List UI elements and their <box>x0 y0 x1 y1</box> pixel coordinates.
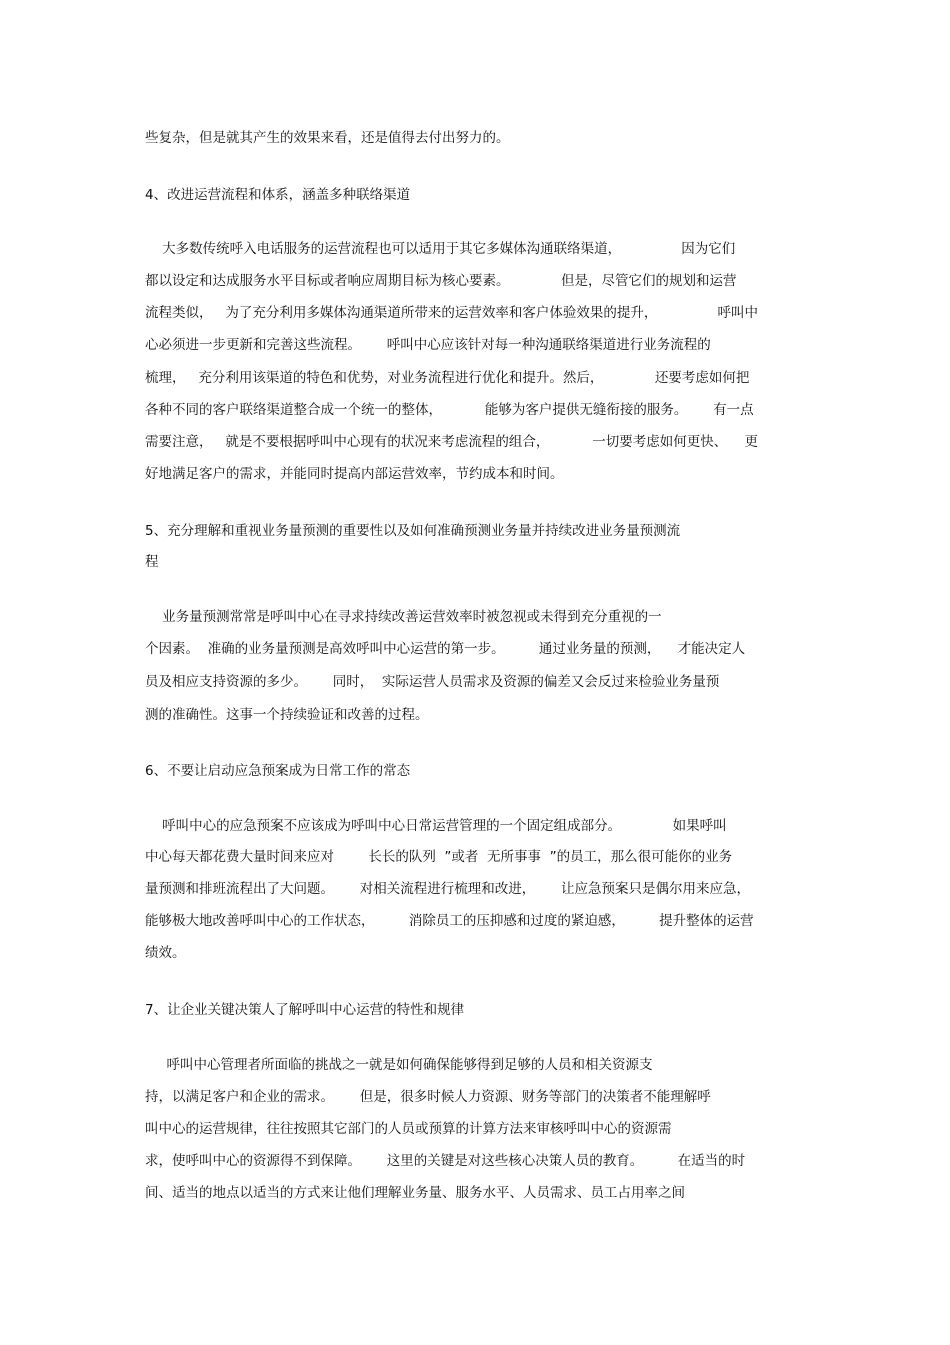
paragraph-line: 呼叫中心管理者所面临的挑战之一就是如何确保能够得到足够的人员和相关资源支 <box>145 1057 653 1073</box>
paragraph-line: 量预测和排班流程出了大问题。 对相关流程进行梳理和改进， 让应急预案只是偶尔用来应急， <box>145 881 750 897</box>
paragraph-line: 绩效。 <box>145 945 186 961</box>
paragraph-line: 个因素。 准确的业务量预测是高效呼叫中心运营的第一步。 通过业务量的预测， 才能决定人 <box>145 641 746 657</box>
paragraph-line: 大多数传统呼入电话服务的运营流程也可以适用于其它多媒体沟通联络渠道， 因为它们 <box>145 241 736 257</box>
paragraph-line: 呼叫中心的应急预案不应该成为呼叫中心日常运营管理的一个固定组成部分。 如果呼叫 <box>145 818 727 834</box>
paragraph-line: 求，使呼叫中心的资源得不到保障。 这里的关键是对这些核心决策人员的教育。 在适当的时 <box>145 1153 746 1169</box>
paragraph-line: 好地满足客户的需求，并能同时提高内部运营效率，节约成本和时间。 <box>145 466 564 482</box>
section-heading-4: 4、改进运营流程和体系，涵盖多种联络渠道 <box>145 187 411 203</box>
paragraph-line: 业务量预测常常是呼叫中心在寻求持续改善运营效率时被忽视或未得到充分重视的一 <box>145 609 662 625</box>
paragraph-line: 测的准确性。这事一个持续验证和改善的过程。 <box>145 707 429 723</box>
paragraph-line: 梳理， 充分利用该渠道的特色和优势，对业务流程进行优化和提升。然后， 还要考虑如何把 <box>145 370 750 386</box>
section-heading-6: 6、不要让启动应急预案成为日常工作的常态 <box>145 763 411 779</box>
paragraph-line: 些复杂，但是就其产生的效果来看，还是值得去付出努力的。 <box>145 130 510 146</box>
section-heading-7: 7、让企业关键决策人了解呼叫中心运营的特性和规律 <box>145 1002 465 1018</box>
paragraph-line: 持，以满足客户和企业的需求。 但是，很多时候人力资源、财务等部门的决策者不能理解呼 <box>145 1089 711 1105</box>
paragraph-line: 都以设定和达成服务水平目标或者响应周期目标为核心要素。 但是，尽管它们的规划和运营 <box>145 273 737 289</box>
section-heading-5: 5、充分理解和重视业务量预测的重要性以及如何准确预测业务量并持续改进业务量预测流 <box>145 523 681 539</box>
paragraph-line: 员及相应支持资源的多少。 同时， 实际运营人员需求及资源的偏差又会反过来检验业务量预 <box>145 674 720 690</box>
paragraph-line: 能够极大地改善呼叫中心的工作状态， 消除员工的压抑感和过度的紧迫感， 提升整体的运营 <box>145 913 754 929</box>
paragraph-line: 中心每天都花费大量时间来应对 长长的队列 ”或者 无所事事 ”的员工，那么很可能你的业务 <box>145 849 733 865</box>
paragraph-line: 间、适当的地点以适当的方式来让他们理解业务量、服务水平、人员需求、员工占用率之间 <box>145 1185 685 1201</box>
paragraph-line: 各种不同的客户联络渠道整合成一个统一的整体， 能够为客户提供无缝衔接的服务。 有一点 <box>145 402 754 418</box>
paragraph-line: 叫中心的运营规律，往往按照其它部门的人员或预算的计算方法来审核呼叫中心的资源需 <box>145 1121 672 1137</box>
paragraph-line: 需要注意， 就是不要根据呼叫中心现有的状况来考虑流程的组合， 一切要考虑如何更快、 更 <box>145 434 758 450</box>
paragraph-line: 流程类似， 为了充分利用多媒体沟通渠道所带来的运营效率和客户体验效果的提升， 呼叫中 <box>145 305 758 321</box>
section-heading-5-cont: 程 <box>145 554 159 570</box>
paragraph-line: 心必须进一步更新和完善这些流程。 呼叫中心应该针对每一种沟通联络渠道进行业务流程的 <box>145 337 711 353</box>
